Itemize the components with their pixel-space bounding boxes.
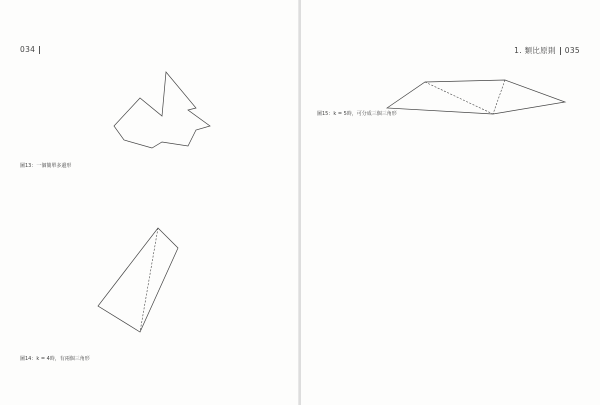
left-page-number: 034 [20, 45, 36, 54]
figure-14-quadrilateral [96, 224, 182, 334]
figure-15-caption: 圖15：k = 5時，可分成三個三角形 [317, 111, 397, 117]
right-page [301, 0, 600, 405]
figure-15-pentagon [385, 78, 571, 118]
left-page [0, 0, 299, 405]
figure-13-caption: 圖13：一個簡單多邊形 [20, 163, 72, 169]
figure-14-caption: 圖14：k = 4時，有兩個三角形 [20, 356, 90, 362]
chapter-title: 1. 類比原則 [514, 46, 556, 55]
figure-13-polygon [110, 68, 220, 150]
header-divider [39, 46, 40, 54]
header-divider [560, 47, 561, 55]
right-page-header [514, 45, 580, 56]
left-page-header [20, 45, 44, 54]
right-page-number: 035 [564, 46, 580, 55]
